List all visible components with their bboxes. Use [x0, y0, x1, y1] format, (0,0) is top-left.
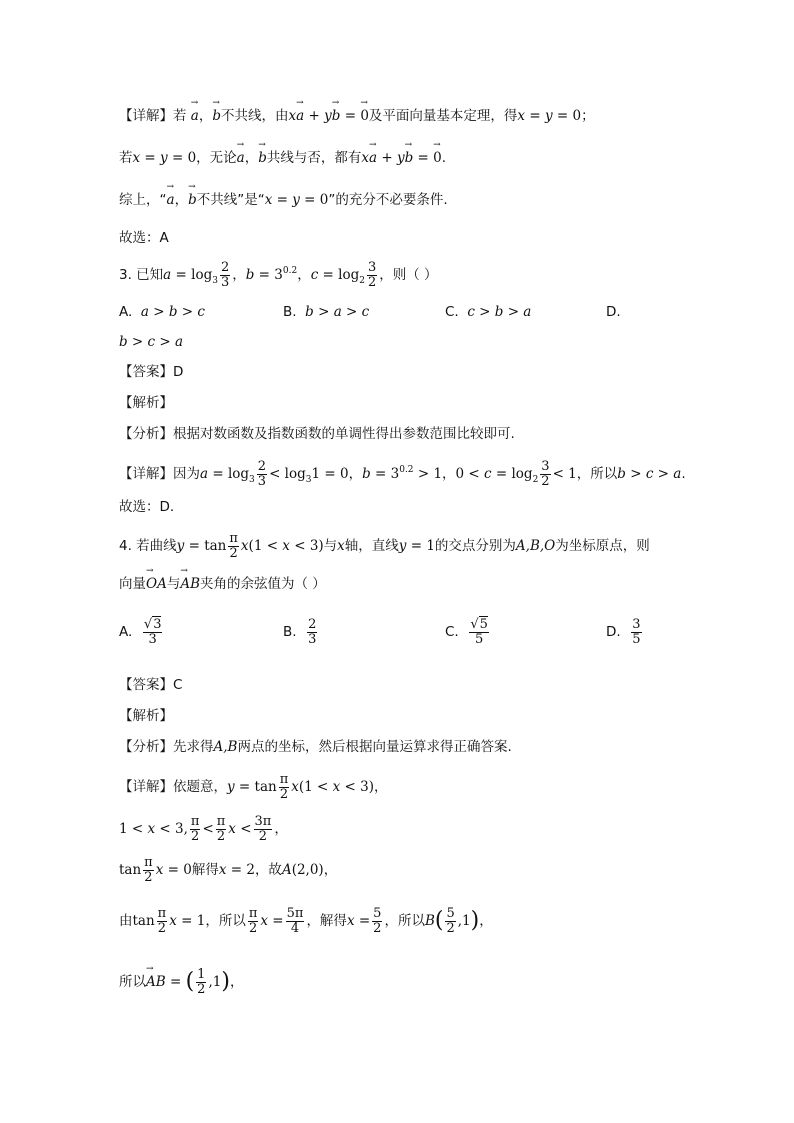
q3-option-d: D.: [606, 304, 621, 320]
text: ，则（ ）: [379, 267, 438, 284]
text: ”的充分不必要条件.: [328, 192, 448, 208]
text: 共线与否，都有: [266, 150, 362, 166]
q3-option-d-value: b > c > a: [119, 334, 184, 350]
q4-jiexi-label: 【解析】: [119, 708, 173, 724]
vec-b: → b: [188, 194, 197, 208]
formula: x→ a + y→ b = → 0: [361, 150, 441, 166]
q3-jiexi-label: 【解析】: [119, 395, 173, 411]
text: 及平面向量基本定理，得: [368, 108, 518, 124]
q3-option-b: B. b > a > c: [283, 304, 370, 320]
q4-analysis: 【分析】先求得A,B两点的坐标，然后根据向量运算求得正确答案.: [119, 739, 512, 755]
vec-b: → b: [212, 110, 221, 124]
formula: $c = \log_2$: [310, 267, 365, 287]
text: .: [441, 150, 447, 166]
detail-label: 【详解】: [119, 108, 173, 124]
q4-detail-line4: 由tan $\frac{\pi}{2}$ x = 1，所以 $\frac{\pi}{2}$ x = $\frac{5\pi}{4}$ ，解得x = $\frac{5}{2}$ ，所以B( $\frac{5}{2}$ ,1)，: [119, 906, 493, 936]
vec-a: → a: [167, 194, 175, 208]
q3-stem: 3. 已知$a = \log_3$ $\frac{2}{3}$ ，$b = 3^{0.2}$，$c = \log_2$ $\frac{3}{2}$ ，则（ ）: [119, 260, 438, 290]
vec-a: → a: [237, 152, 245, 166]
q3-analysis: 【分析】根据对数函数及指数函数的单调性得出参数范围比较即可.: [119, 426, 515, 442]
p2-line2: [119, 152, 446, 166]
q4-detail-line2: 1 < x < 3, $\frac{\pi}{2}$ < $\frac{\pi}{2}$ x < $\frac{3\pi}{2}$ ，: [119, 814, 288, 844]
text: 综上，“: [119, 192, 167, 208]
q3-option-c: C. c > b > a: [445, 304, 532, 320]
q4-option-d: D. $\frac{3}{5}$: [606, 617, 641, 647]
vec-oa: → OA: [146, 578, 167, 592]
q4-answer: 【答案】C: [119, 677, 183, 693]
formula: x = y = 0: [264, 192, 329, 208]
q3-option-a: A. a > b > c: [119, 304, 205, 320]
formula: x = y = 0: [132, 150, 197, 166]
formula: x = y = 0: [517, 108, 582, 124]
q4-option-b: B. $\frac{2}{3}$: [283, 617, 317, 647]
vec-ab: → AB: [146, 976, 166, 990]
q4-stem-line2: 向量→ OA与→ AB夹角的余弦值为（ ）: [119, 578, 326, 592]
q3-detail: 【详解】因为$a = \log_3$ $\frac{2}{3}$ < $\log_31 = 0$，$b = 3^{0.2} > 1$，$0 < c = \log_2$ $\frac{3}{2}$ < 1，所以b > c > a.: [119, 459, 686, 489]
p2-line3: [119, 194, 448, 208]
q3-choice: 故选：D.: [119, 499, 175, 515]
formula: x→ a + y→ b = → 0: [289, 108, 369, 124]
text: ，: [174, 192, 189, 208]
q4-detail-line5: 所以→ AB = ( $\frac{1}{2}$ ,1)，: [119, 968, 243, 996]
vec-b: → b: [258, 152, 267, 166]
q4-option-a: A. $\frac{√3}{3}$: [119, 617, 162, 647]
text: 不共线，由: [221, 108, 289, 124]
q3-answer: 【答案】D: [119, 364, 184, 380]
text: ，: [198, 108, 213, 124]
q4-stem-line1: 4. 若曲线y = tan $\frac{\pi}{2}$ x(1 < x < 3)与x轴，直线y = 1的交点分别为A,B,O为坐标原点，则: [119, 531, 650, 561]
text: 若: [119, 150, 133, 166]
formula: $b = 3^{0.2}$: [245, 266, 298, 284]
formula: $a = \log_3$: [163, 267, 218, 287]
text: ，: [244, 150, 259, 166]
p2-detail-line1: [119, 110, 595, 124]
vec-ab: → AB: [180, 578, 200, 592]
fraction: $\frac{2}{3}$: [220, 260, 230, 290]
text: ；: [581, 108, 595, 124]
text: 3. 已知: [119, 267, 164, 284]
q4-detail-line1: 【详解】依题意，y = tan $\frac{\pi}{2}$ x(1 < x < 3)，: [119, 772, 388, 802]
fraction: $\frac{3}{2}$: [367, 260, 377, 290]
q4-option-c: C. $\frac{√5}{5}$: [445, 617, 488, 647]
q4-detail-line3: tan $\frac{\pi}{2}$ x = 0解得x = 2，故A(2,0)，: [119, 855, 338, 885]
text: 不共线”是“: [196, 192, 265, 208]
text: 若: [173, 108, 187, 124]
text: ，无论: [196, 150, 237, 166]
p2-choice: 故选：A: [119, 230, 169, 246]
vec-a: → a: [191, 110, 199, 124]
